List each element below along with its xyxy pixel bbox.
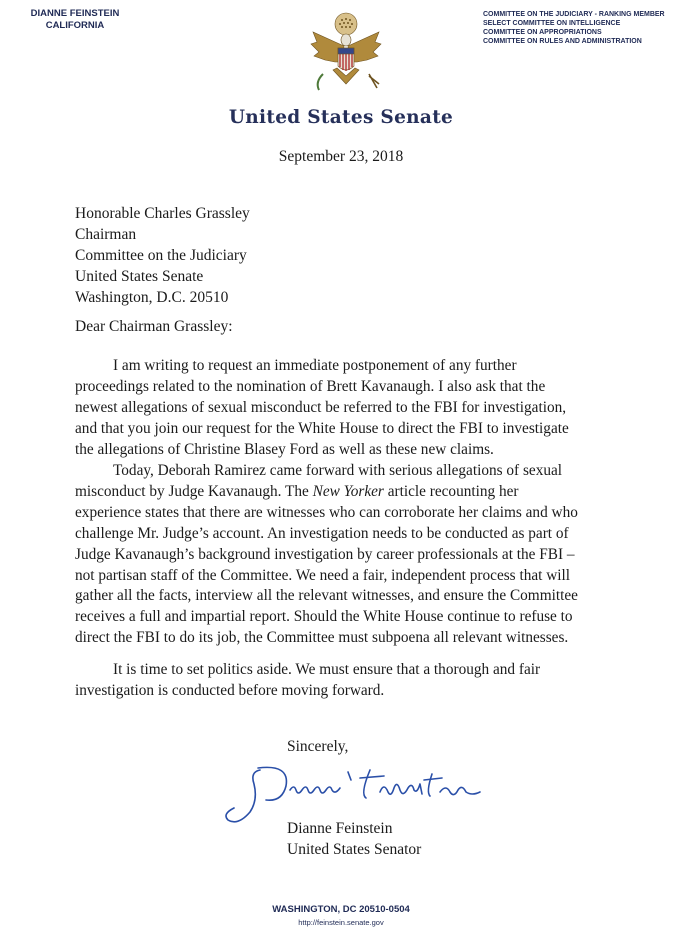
salutation: Dear Chairman Grassley: [75,318,233,335]
signer-title: United States Senator [287,841,422,858]
publication-title: New Yorker [312,482,384,500]
sender-block [20,8,130,32]
paragraph-line: proceedings related to the nomination of Brett Kavanaugh. I also ask that the [75,377,546,395]
footer-url[interactable]: http://feinstein.senate.gov [298,918,384,927]
committee-item: SELECT COMMITTEE ON INTELLIGENCE [483,20,621,27]
paragraph-line: I am writing to request an immediate postponement of any further [113,357,517,374]
paragraph-line: newest allegations of sexual misconduct be referred to the FBI for investigation, [75,398,567,416]
addressee-line: Chairman [75,226,137,243]
closing: Sincerely, [287,738,349,755]
footer-address: WASHINGTON, DC 20510-0504 [272,904,410,915]
committee-list [483,10,678,46]
body-paragraph-2 [75,461,665,649]
paragraph-line: experience states that there are witnesses who can corroborate her claims and who [75,503,578,521]
paragraph-line: Today, Deborah Ramirez came forward with serious allegations of sexual [113,462,563,479]
signer-block [287,818,421,860]
committee-item: COMMITTEE ON THE JUDICIARY - RANKING MEMBER [483,11,665,18]
letterhead-title: United States Senate [228,107,454,128]
addressee-line: Honorable Charles Grassley [75,205,250,222]
committee-item: COMMITTEE ON APPROPRIATIONS [483,29,602,36]
letter-date: September 23, 2018 [278,148,404,165]
paragraph-line: Judge Kavanaugh’s background investigation by career professionals at the FBI – [75,545,575,563]
addressee-line: Washington, D.C. 20510 [75,289,229,306]
paragraph-line: gather all the facts, interview all the relevant witnesses, and ensure the Committee [75,587,578,605]
paragraph-line: challenge Mr. Judge’s account. An investigation needs to be conducted as part of [75,524,569,542]
line-text: misconduct by Judge Kavanaugh. The [75,482,313,500]
paragraph-line: receives a full and impartial report. Should the White House continue to refuse to [75,608,573,626]
paragraph-line: the allegations of Christine Blasey Ford as well as these new claims. [75,440,494,458]
paragraph-line: investigation is conducted before moving forward. [75,681,385,699]
addressee-block [75,203,250,308]
addressee-line: Committee on the Judiciary [75,247,247,264]
great-seal-eagle-icon [309,10,383,96]
paragraph-line [75,482,665,503]
sender-state: CALIFORNIA [45,20,105,31]
signer-name: Dianne Feinstein [287,820,393,837]
addressee-line: United States Senate [75,268,204,285]
paragraph-line: direct the FBI to do its job, the Committee must subpoena all relevant witnesses. [75,629,569,647]
line-text: article recounting her [383,482,519,500]
paragraph-line: and that you join our request for the White House to direct the FBI to investigate [75,419,569,437]
body-paragraph-3 [75,660,665,702]
sender-name: DIANNE FEINSTEIN [30,8,120,19]
committee-item: COMMITTEE ON RULES AND ADMINISTRATION [483,38,642,45]
body-paragraph-1 [75,356,665,461]
paragraph-line: It is time to set politics aside. We must ensure that a thorough and fair [113,661,541,678]
paragraph-line: not partisan staff of the Committee. We need a fair, independent process that will [75,566,571,584]
